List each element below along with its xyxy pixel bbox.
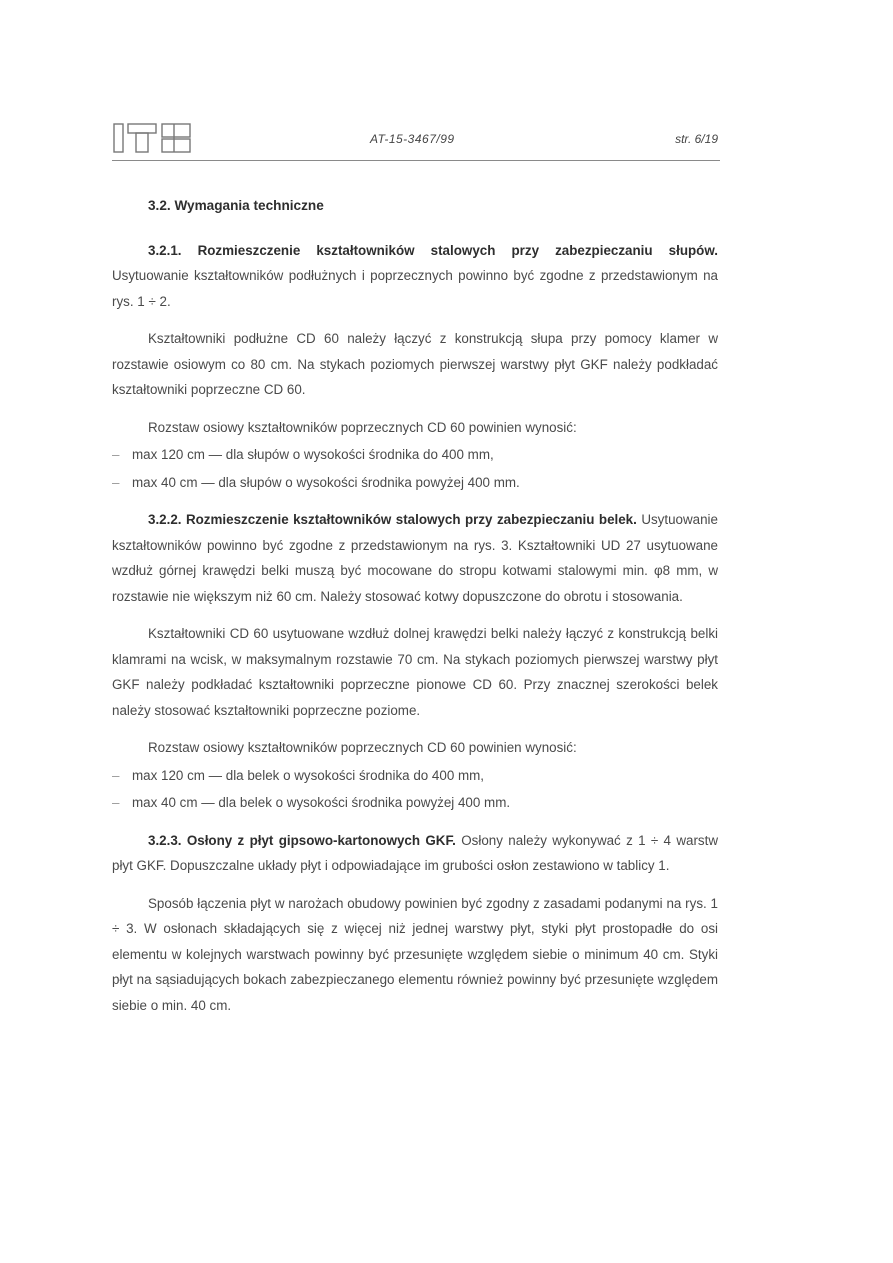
dash-list <box>112 442 718 495</box>
dash-marker: – <box>112 474 120 490</box>
page-header <box>112 118 718 160</box>
paragraph: Kształtowniki podłużne CD 60 należy łączyć z konstrukcją słupa przy pomocy klamer w rozstawie osiowym co 80 cm. Na stykach poziomych pierwszej warstwy płyt GKF należy podkładać kształtowniki poprzeczne CD 60. <box>112 331 718 397</box>
paragraph-text: Usytuowanie kształtowników powinno być zgodne z przedstawionym na rys. 3. Kształtowniki UD 27 usytuowane wzdłuż górnej krawędzi belki muszą być mocowane do stropu kotwami stalowymi min. φ8 mm, w rozstawie nie większym niż 60 cm. Należy stosować kotwy dopuszczone do obrotu i stosowania. <box>112 512 718 604</box>
paragraph: Sposób łączenia płyt w narożach obudowy powinien być zgodny z zasadami podanymi na rys. 1 ÷ 3. W osłonach składających się z więcej niż jednej warstwy płyt, styki płyt prostopadłe do osi elementu w kolejnych warstwach powinny być przesunięte względem siebie o minimum 40 cm. Styki płyt na sąsiadujących bokach zabezpieczanego elementu również powinny być przesunięte względem siebie o min. 40 cm. <box>112 895 718 1013</box>
paragraph: Kształtowniki CD 60 usytuowane wzdłuż dolnej krawędzi belki należy łączyć z konstrukcją belki klamrami na wcisk, w maksymalnym rozstawie 70 cm. Na stykach poziomych pierwszej warstwy płyt GKF należy podkładać kształtowniki poprzeczne pionowe CD 60. Przy znacznej szerokości belek należy stosować kształtowniki poprzeczne poziome. <box>112 626 718 718</box>
paragraph: Rozstaw osiowy kształtowników poprzecznych CD 60 powinien wynosić: <box>148 419 577 435</box>
list-item: – max 120 cm — dla słupów o wysokości środnika do 400 mm, <box>112 442 718 468</box>
itb-logo <box>112 122 192 154</box>
paragraph-text: Usytuowanie kształtowników podłużnych i poprzecznych powinno być zgodne z przedstawionym na rys. 1 ÷ 2. <box>112 268 718 309</box>
paragraph-text: Osłony należy wykonywać z 1 ÷ 4 warstw płyt GKF. Dopuszczalne układy płyt i odpowiadające im grubości osłon zestawiono w tablicy 1. <box>112 832 718 873</box>
dash-marker: – <box>112 795 120 810</box>
page-number: str. 6/19 <box>675 132 718 146</box>
subsection-3-2-3 <box>112 828 718 879</box>
subsection-3-2-1 <box>112 238 718 315</box>
list-item: – max 120 cm — dla belek o wysokości środnika do 400 mm, <box>112 763 718 789</box>
header-divider <box>112 160 720 161</box>
section-title: 3.2. Wymagania techniczne <box>148 198 324 213</box>
document-body <box>112 193 718 1030</box>
document-code: AT-15-3467/99 <box>370 132 455 146</box>
dash-marker: – <box>112 447 120 462</box>
dash-marker: – <box>112 767 120 783</box>
list-item: – max 40 cm — dla słupów o wysokości środnika powyżej 400 mm. <box>112 470 718 496</box>
subsection-heading: 3.2.3. Osłony z płyt gipsowo-kartonowych GKF. <box>148 832 456 848</box>
dash-list <box>112 763 718 816</box>
list-item: – max 40 cm — dla belek o wysokości środnika powyżej 400 mm. <box>112 790 718 816</box>
paragraph: Rozstaw osiowy kształtowników poprzecznych CD 60 powinien wynosić: <box>148 740 577 755</box>
subsection-3-2-2 <box>112 507 718 609</box>
subsection-heading: 3.2.1. Rozmieszczenie kształtowników stalowych przy zabezpieczaniu słupów. <box>148 242 718 258</box>
subsection-heading: 3.2.2. Rozmieszczenie kształtowników stalowych przy zabezpieczaniu belek. <box>148 512 637 527</box>
